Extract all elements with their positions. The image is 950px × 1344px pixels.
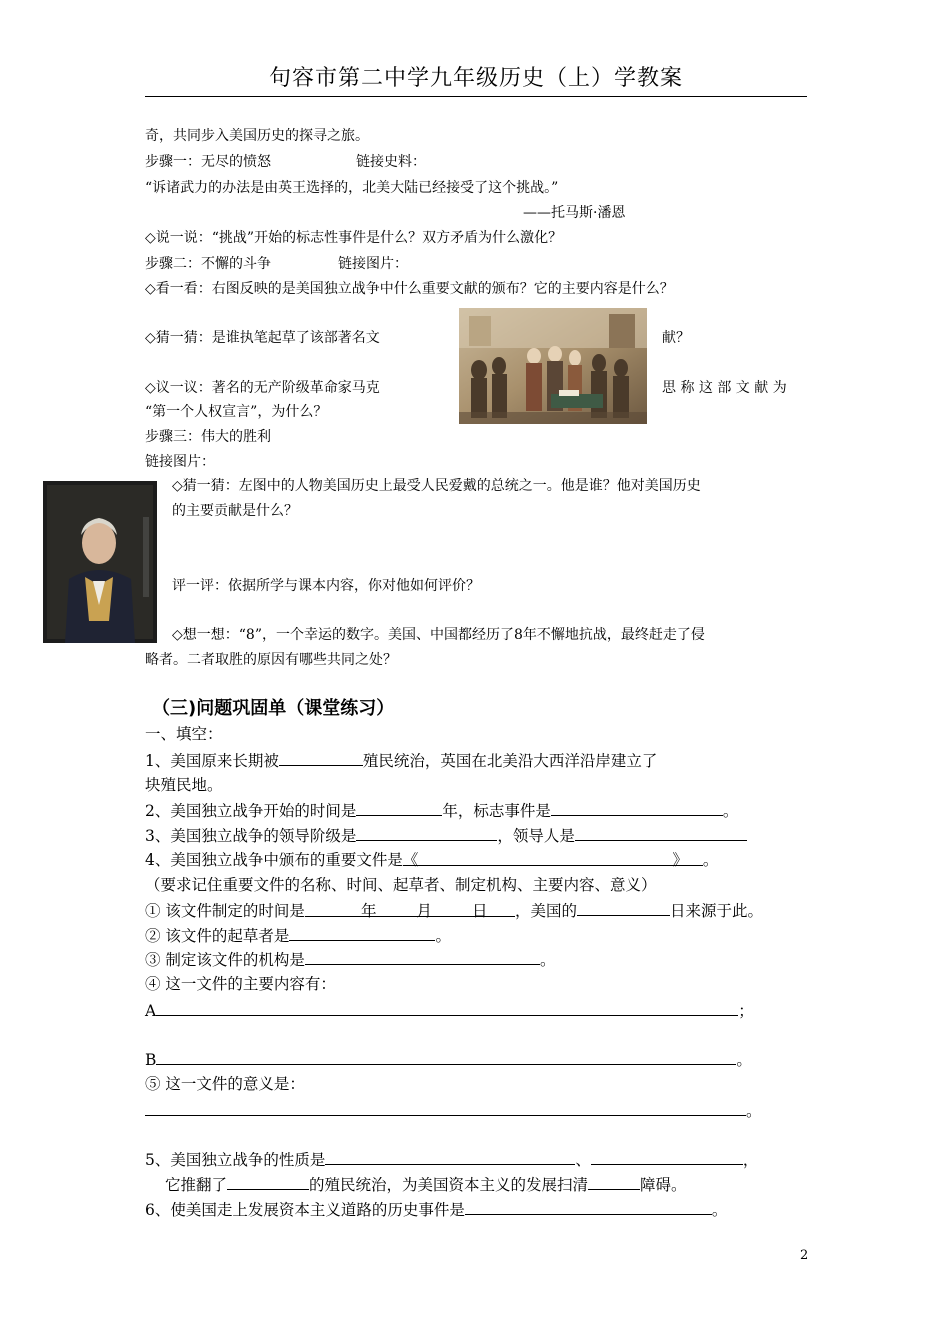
washington-portrait [43,481,157,643]
step2-question-2a: ◇猜一猜：是谁执笔起草了该部著名文 [145,330,380,346]
fill-q4-text-d: 。 [702,851,719,869]
fill-q5-text-b: 、 [575,1151,591,1169]
fill-sub5-label: ⑤ 这一文件的意义是： [145,1075,305,1093]
fill-sub1-blank-date: 年 月 日 [305,900,515,917]
fill-sub2-line [145,924,451,947]
page-header: 句容市第二中学九年级历史（上）学教案 [145,62,807,97]
fill-q3-blank-leader[interactable] [575,824,747,841]
fill-q3-text-b: ，领导人是 [497,827,575,845]
step2-question-2b: 献？ [662,330,690,346]
fill-q1-blank-1[interactable] [279,749,363,766]
fill-q6-text-b: 。 [711,1201,728,1219]
fill-q3-line [145,824,747,847]
step3-question-3b: 略者。二者取胜的原因有哪些共同之处？ [145,652,397,668]
fill-q2-blank-event[interactable] [551,799,723,816]
fill-sub4-b-label: B [145,1051,157,1069]
step1-question: ◇说一说：“挑战”开始的标志性事件是什么？双方矛盾为什么激化？ [145,230,563,246]
page-number: 2 [800,1248,809,1263]
fill-sub3-text-b: 。 [539,951,556,969]
step2-question-3b: 思 称 这 部 文 献 为 [662,380,787,396]
fill-sub1-text-b: ，美国的 [514,902,577,920]
step3-question-1b: 的主要贡献是什么？ [172,503,298,519]
fill-sub1-blank-day[interactable] [577,899,670,916]
step2-question-3c: “第一个人权宣言”，为什么？ [145,404,328,420]
declaration-painting [459,308,647,424]
fill-q2-text-b: 年，标志事件是 [442,802,551,820]
fill-q5-text-d: 它推翻了 [165,1176,228,1194]
step2-question-3a: ◇议一议：著名的无产阶级革命家马克 [145,380,380,396]
fill-q4-note: （要求记住重要文件的名称、时间、起草者、制定机构、主要内容、意义） [145,876,657,894]
fill-sub2-text-b: 。 [435,927,451,945]
fill-q1-text-c: 块殖民地。 [145,776,223,794]
fill-q4-line [145,849,718,871]
fill-sub4-label: ④ 这一文件的主要内容有： [145,975,336,993]
step1-link: 链接史料： [356,154,426,170]
fill-sub3-line [145,948,555,971]
step3-link: 链接图片： [145,454,215,470]
fill-q2-text-c: 。 [722,802,739,820]
intro-line: 奇，共同步入美国历史的探寻之旅。 [145,128,369,144]
fill-sub3-text-a: ③ 制定该文件的机构是 [145,951,305,969]
fill-q5-blank-1[interactable] [325,1148,575,1165]
fill-sub4-a-line [145,999,754,1022]
fill-q5-text-c: ， [742,1151,759,1169]
fill-heading: 一、填空： [145,725,223,743]
section-title: （三)问题巩固单（课堂练习） [152,698,395,719]
step3-question-2: 评一评：依据所学与课本内容，你对他如何评价？ [172,578,480,594]
fill-q5-text-f: 障碍。 [640,1176,687,1194]
fill-sub2-text-a: ② 该文件的起草者是 [145,927,290,945]
fill-q2-line [145,799,738,822]
fill-q1-line [145,749,657,772]
fill-sub2-blank-author[interactable] [289,924,435,941]
fill-sub4-a-end: ； [738,1002,754,1020]
fill-q6-blank[interactable] [465,1198,712,1215]
fill-sub1-text-c: 日来源于此。 [669,902,763,920]
fill-sub4-a-label: A [145,1002,157,1020]
fill-sub3-blank-body[interactable] [305,948,540,965]
fill-sub5-blank[interactable] [145,1099,746,1116]
fill-sub1-line [145,899,763,922]
fill-q5-line-2 [165,1173,687,1196]
fill-q6-line [145,1198,727,1221]
fill-q3-blank-class[interactable] [356,824,497,841]
step3-question-3a: ◇想一想：“8”，一个幸运的数字。美国、中国都经历了8年不懈地抗战，最终赶走了侵 [172,627,705,643]
fill-sub4-b-line [145,1048,752,1071]
fill-sub4-b-blank[interactable] [156,1048,736,1065]
fill-q5-blank-4[interactable] [588,1173,640,1190]
step2-label: 步骤二：不懈的斗争 [145,256,271,272]
step3-label: 步骤三：伟大的胜利 [145,429,271,445]
fill-q2-text-a: 2、美国独立战争开始的时间是 [145,802,357,820]
fill-q1-text-a: 1、美国原来长期被 [145,752,279,770]
fill-q3-text-a: 3、美国独立战争的领导阶级是 [145,827,357,845]
fill-q2-blank-year[interactable] [356,799,442,816]
fill-q4-blank-document: 《 》 [403,849,703,866]
fill-q5-text-a: 5、美国独立战争的性质是 [145,1151,326,1169]
fill-sub1-text-a: ① 该文件制定的时间是 [145,902,305,920]
fill-q5-text-e: 的殖民统治，为美国资本主义的发展扫清 [309,1176,589,1194]
step3-question-1a: ◇猜一猜：左图中的人物美国历史上最受人民爱戴的总统之一。他是谁？他对美国历史 [172,478,701,494]
step1-quote: “诉诸武力的办法是由英王选择的，北美大陆已经接受了这个挑战。” [145,180,559,196]
fill-q1-text-b: 殖民统治，英国在北美沿大西洋沿岸建立了 [362,752,658,770]
fill-q6-text-a: 6、使美国走上发展资本主义道路的历史事件是 [145,1201,465,1219]
fill-sub4-b-end: 。 [736,1051,752,1069]
step1-label: 步骤一：无尽的愤怒 [145,154,271,170]
fill-sub5-line [145,1099,762,1122]
fill-sub4-a-blank[interactable] [156,999,738,1016]
fill-q4-text-a: 4、美国独立战争中颁布的重要文件是 [145,851,403,869]
step1-author: ——托马斯·潘恩 [523,205,626,221]
step2-link: 链接图片： [338,256,408,272]
fill-q5-line-1 [145,1148,758,1171]
fill-sub5-end: 。 [746,1102,762,1120]
fill-q5-blank-2[interactable] [591,1148,743,1165]
fill-q5-blank-3[interactable] [227,1173,309,1190]
step2-question-1: ◇看一看：右图反映的是美国独立战争中什么重要文献的颁布？它的主要内容是什么？ [145,281,674,297]
